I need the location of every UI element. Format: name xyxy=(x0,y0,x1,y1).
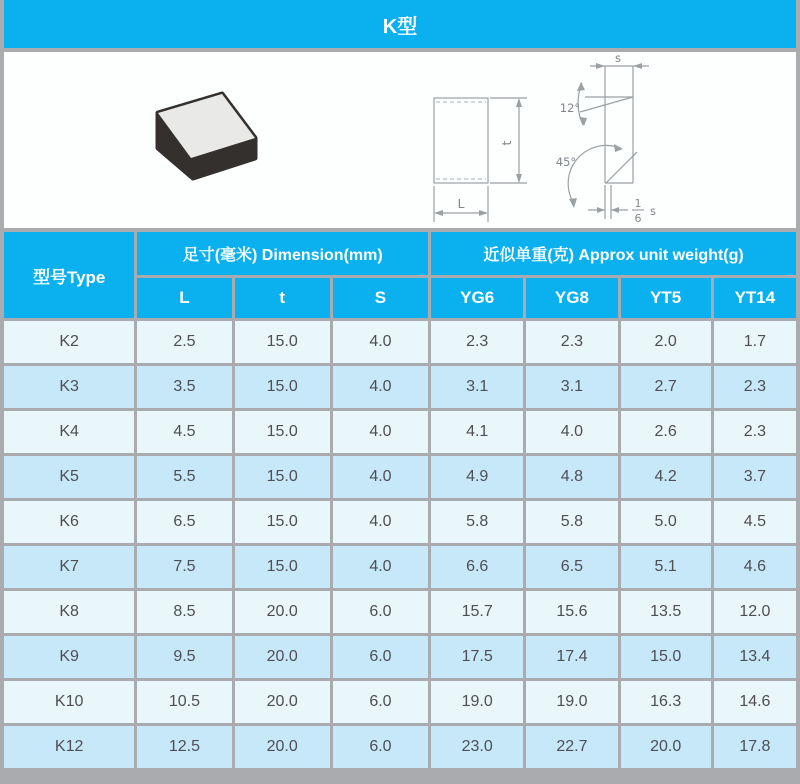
dimension-front-view xyxy=(434,98,527,222)
type-cell: K6 xyxy=(4,501,134,543)
table-cell: 15.0 xyxy=(235,456,330,498)
spec-table xyxy=(4,232,796,768)
table-cell: 14.6 xyxy=(714,681,796,723)
type-cell: K5 xyxy=(4,456,134,498)
type-cell: K3 xyxy=(4,366,134,408)
table-cell: 4.0 xyxy=(526,411,617,453)
table-cell: 15.6 xyxy=(526,591,617,633)
col-header-t: t xyxy=(235,278,330,318)
table-cell: 15.0 xyxy=(235,366,330,408)
table-cell: 23.0 xyxy=(431,726,523,768)
title-banner xyxy=(4,0,796,48)
table-cell: 20.0 xyxy=(235,636,330,678)
page-title: K型 xyxy=(382,15,418,38)
frac-s-label: s xyxy=(650,204,656,218)
table-cell: 4.0 xyxy=(333,321,428,363)
table-cell: 6.0 xyxy=(333,591,428,633)
table-cell: 15.0 xyxy=(235,411,330,453)
angle-label-12: 12° xyxy=(559,101,581,115)
table-cell: 10.5 xyxy=(137,681,231,723)
table-cell: 17.4 xyxy=(526,636,617,678)
type-cell: K2 xyxy=(4,321,134,363)
table-cell: 16.3 xyxy=(621,681,711,723)
table-cell: 4.2 xyxy=(621,456,711,498)
table-cell: 15.0 xyxy=(235,546,330,588)
table-cell: 2.6 xyxy=(621,411,711,453)
table-cell: 4.0 xyxy=(333,411,428,453)
dim-label-s: s xyxy=(615,52,621,65)
frac-denominator: 6 xyxy=(634,212,642,225)
table-cell: 20.0 xyxy=(235,591,330,633)
angle-label-45: 45° xyxy=(555,155,577,169)
type-cell: K8 xyxy=(4,591,134,633)
table-cell: 2.3 xyxy=(431,321,523,363)
frac-numerator: 1 xyxy=(634,197,642,210)
table-cell: 1.7 xyxy=(714,321,796,363)
table-cell: 2.3 xyxy=(714,411,796,453)
col-header-YG8: YG8 xyxy=(526,278,617,318)
table-cell: 4.0 xyxy=(333,546,428,588)
table-cell: 5.8 xyxy=(431,501,523,543)
table-cell: 4.9 xyxy=(431,456,523,498)
table-cell: 6.0 xyxy=(333,681,428,723)
table-cell: 5.5 xyxy=(137,456,231,498)
table-cell: 3.7 xyxy=(714,456,796,498)
table-cell: 2.3 xyxy=(526,321,617,363)
type-cell: K7 xyxy=(4,546,134,588)
table-cell: 5.1 xyxy=(621,546,711,588)
table-cell: 6.5 xyxy=(137,501,231,543)
table-cell: 20.0 xyxy=(235,726,330,768)
col-header-YT5: YT5 xyxy=(621,278,711,318)
table-cell: 9.5 xyxy=(137,636,231,678)
col-header-S: S xyxy=(333,278,428,318)
table-cell: 6.6 xyxy=(431,546,523,588)
type-cell: K12 xyxy=(4,726,134,768)
table-cell: 6.0 xyxy=(333,726,428,768)
table-cell: 5.8 xyxy=(526,501,617,543)
table-cell: 4.1 xyxy=(431,411,523,453)
table-cell: 20.0 xyxy=(235,681,330,723)
table-cell: 17.5 xyxy=(431,636,523,678)
table-cell: 2.3 xyxy=(714,366,796,408)
table-cell: 6.0 xyxy=(333,636,428,678)
table-cell: 3.5 xyxy=(137,366,231,408)
table-cell: 13.5 xyxy=(621,591,711,633)
table-cell: 4.0 xyxy=(333,501,428,543)
table-cell: 13.4 xyxy=(714,636,796,678)
col-header-type: 型号Type xyxy=(4,232,134,318)
table-cell: 12.5 xyxy=(137,726,231,768)
table-cell: 4.5 xyxy=(714,501,796,543)
type-cell: K4 xyxy=(4,411,134,453)
table-cell: 15.0 xyxy=(235,501,330,543)
col-header-YT14: YT14 xyxy=(714,278,796,318)
table-cell: 2.5 xyxy=(137,321,231,363)
table-cell: 15.7 xyxy=(431,591,523,633)
type-cell: K10 xyxy=(4,681,134,723)
dim-label-t: t xyxy=(499,140,514,146)
table-cell: 4.0 xyxy=(333,366,428,408)
table-cell: 2.7 xyxy=(621,366,711,408)
table-cell: 20.0 xyxy=(621,726,711,768)
product-photo-3d-block xyxy=(158,94,255,178)
col-group-dimension: 足寸(毫米) Dimension(mm) xyxy=(137,232,428,275)
table-cell: 19.0 xyxy=(526,681,617,723)
dim-label-L: L xyxy=(457,196,465,211)
table-cell: 3.1 xyxy=(431,366,523,408)
table-cell: 4.8 xyxy=(526,456,617,498)
product-image-panel xyxy=(4,52,796,228)
table-cell: 22.7 xyxy=(526,726,617,768)
table-cell: 17.8 xyxy=(714,726,796,768)
table-cell: 3.1 xyxy=(526,366,617,408)
table-cell: 4.5 xyxy=(137,411,231,453)
table-cell: 15.0 xyxy=(235,321,330,363)
col-header-YG6: YG6 xyxy=(431,278,523,318)
table-cell: 19.0 xyxy=(431,681,523,723)
table-cell: 8.5 xyxy=(137,591,231,633)
table-cell: 4.6 xyxy=(714,546,796,588)
table-cell: 6.5 xyxy=(526,546,617,588)
product-drawing-svg xyxy=(4,52,796,228)
table-cell: 5.0 xyxy=(621,501,711,543)
table-cell: 4.0 xyxy=(333,456,428,498)
col-group-weight: 近似单重(克) Approx unit weight(g) xyxy=(431,232,796,275)
dimension-front-view-arrows xyxy=(434,98,522,216)
col-header-L: L xyxy=(137,278,231,318)
table-cell: 12.0 xyxy=(714,591,796,633)
table-cell: 15.0 xyxy=(621,636,711,678)
table-cell: 7.5 xyxy=(137,546,231,588)
table-cell: 2.0 xyxy=(621,321,711,363)
type-cell: K9 xyxy=(4,636,134,678)
